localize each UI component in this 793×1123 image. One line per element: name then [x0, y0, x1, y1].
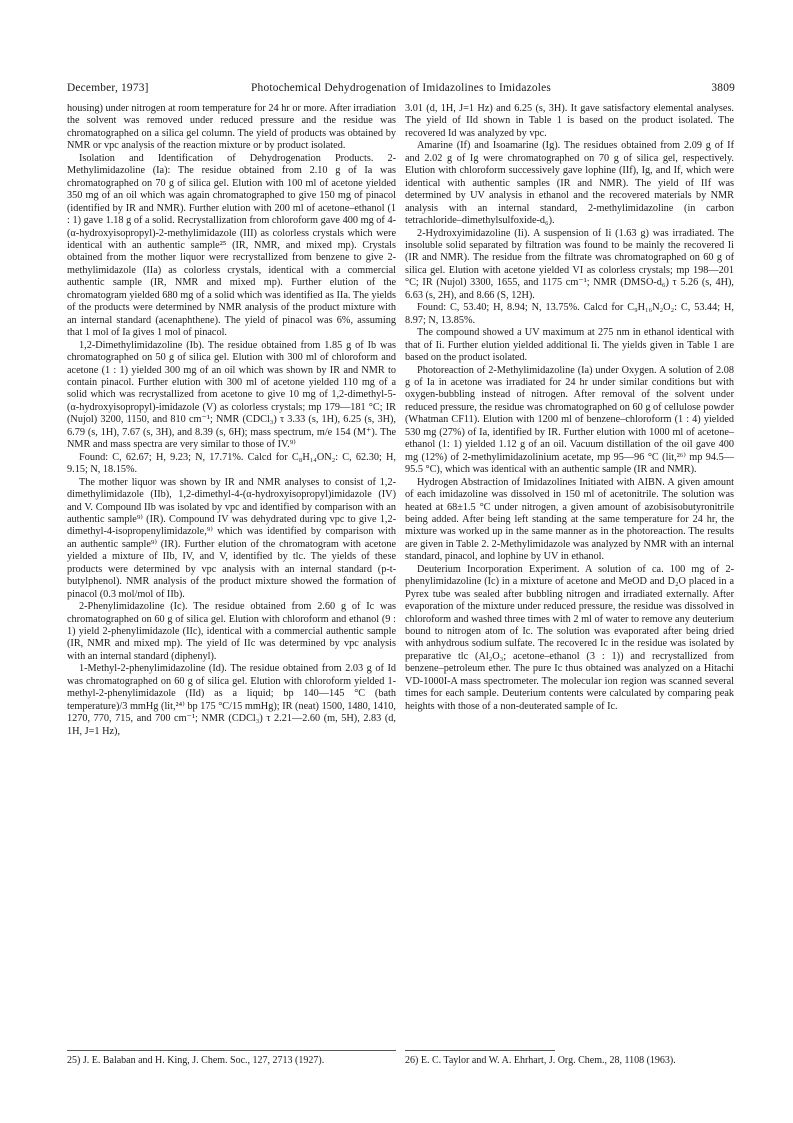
footnote-text: 25) J. E. Balaban and H. King, J. Chem. Soc., 127, 2713 (1927). — [67, 1055, 325, 1066]
paragraph: 1-Methyl-2-phenylimidazoline (Id). The residue obtained from 2.03 g of Id was chromatographed on 60 g of silica gel. Elution with chloroform yielded 1-methyl-2-phenylimidazole (IId) as a liquid; bp 140—145 °C (bath temperature)/3 mmHg (lit,²⁴⁾ bp 175 °C/15 mmHg); IR (neat) 1500, 1480, 1410, 1270, 770, 715, and 700 cm⁻¹; NMR (CDCl₃) τ 2.21—2.60 (m, 5H), 2.83 (d, 1H, J=1 Hz), — [67, 663, 396, 737]
paragraph: Deuterium Incorporation Experiment. A solution of ca. 100 mg of 2-phenylimidazoline (Ic) in a mixture of acetone and MeOD and D₂O placed in a Pyrex tube was sealed after bubbling nitrogen and irradiated externally. After evaporation of the mixture under reduced pressure, the residue was dissolved in chloroform and washed three times with 2 ml of water to remove any deuterium bound to nitrogen atom of Ic. The solution was evaporated after being dried with anhydrous sodium sulfate. The recovered Ic in the residue was isolated by preparative tlc (Al₂O₃; acetone–ethanol (3 : 1)) and recrystallized from benzene–petroleum ether. The pure Ic thus obtained was analyzed on a Hitachi VD-1000I-A mass spectrometer. The molecular ion region was scanned several times for each sample. Deuterium contents were calculated by comparing peak heights with those of a non-deuterated sample of Ic. — [405, 563, 734, 712]
paragraph: 1,2-Dimethylimidazoline (Ib). The residue obtained from 1.85 g of Ib was chromatographed on 50 g of silica gel. Elution with 300 ml of chloroform and acetone (1 : 1) yielded 300 mg of an oil which was shown by IR and NMR to contain pinacol. Further elution with 300 ml of acetone yielded 110 mg of a solid which was recrystallized from acetone to give 10 mg of 1,2-dimethyl-5-(α-hydroxyisopropyl)-imidazole (V) as colorless crystals; mp 179—181 °C; IR (Nujol) 3200, 1150, and 810 cm⁻¹; NMR (CDCl₃) τ 3.33 (s, 1H), 6.25 (s, 3H), 6.79 (s, 1H), 7.67 (s, 3H), and 8.39 (s, 6H); mass spectrum, m/e 154 (M⁺). The NMR and mass spectra are very similar to those of IV.⁹⁾ — [67, 339, 396, 451]
header-date: December, 1973] — [67, 82, 149, 94]
paragraph: Photoreaction of 2-Methylimidazoline (Ia) under Oxygen. A solution of 2.08 g of Ia in acetone was irradiated for 24 hr under similar conditions but with oxygen-bubbling instead of nitrogen. After removal of the solvent under reduced pressure, the residue was chromatographed on 60 g of cellulose powder (Whatman CF11). Elution with 1200 ml of benzene–chloroform (1 : 4) yielded 530 mg (27%) of Ia, identified by IR. Further elution with 1000 ml of acetone–ethanol (1: 1) yielded 1.12 g of an oil. Vacuum distillation of the oil gave 400 mg (12%) of 2-methylimidazolinium acetate, mp 95—96 °C (lit,²⁶⁾ mp 94.5—95.5 °C), which was identical with an authentic sample (IR and NMR). — [405, 364, 734, 476]
paragraph: 3.01 (d, 1H, J=1 Hz) and 6.25 (s, 3H). It gave satisfactory elemental analyses. The yield of IId shown in Table 1 is based on the product isolated. The recovered Id was analyzed by vpc. — [405, 103, 734, 139]
paragraph: Found: C, 53.40; H, 8.94; N, 13.75%. Calcd for C₉H₁₆N₂O₂: C, 53.44; H, 8.97; N, 13.85%. — [405, 302, 734, 326]
paragraph: Found: C, 62.67; H, 9.23; N, 17.71%. Calcd for C₈H₁₄ON₂: C, 62.30; H, 9.15; N, 18.15%. — [67, 451, 396, 476]
paragraph: Amarine (If) and Isoamarine (Ig). The residues obtained from 2.09 g of If and 2.02 g of Ig were chromatographed on 70 g of silica gel, respectively. Elution with chloroform successively gave lophine (IIf), Ig, and If, which were identical with authentic samples (IR and NMR). The yield of IIf was determined by UV analysis in ethanol and the recovered materials by NMR analysis with an internal standard, 2-methylimidazoline (in carbon tetrachloride–dimethylsulfoxide-d₆). — [405, 140, 734, 227]
paragraph: housing) under nitrogen at room temperature for 24 hr or more. After irradiation the solvent was removed under reduced pressure and the residue was chromatographed on a silica gel column. The yield of products was obtained by NMR or vpc analysis of the reaction mixture or by product isolated. — [67, 103, 396, 152]
paragraph: 2-Hydroxyimidazoline (Ii). A suspension of Ii (1.63 g) was irradiated. The insoluble solid separated by filtration was found to be mainly the recovered Ii (IR and NMR). The residue from the filtrate was chromatographed on 60 g of silica gel. Elution with acetone yielded VI as colorless crystals; mp 198—201 °C; IR (Nujol) 3300, 1655, and 1175 cm⁻¹; NMR (DMSO-d₆) τ 5.26 (s, 4H), 6.63 (s, 2H), and 8.66 (S, 12H). — [405, 227, 734, 301]
paragraph: Hydrogen Abstraction of Imidazolines Initiated with AIBN. A given amount of each imidazoline was dissolved in 150 ml of acetonitrile. The solution was heated at 68±1.5 °C under nitrogen, a given amount of azobisisobutyronitrile being added. After being left standing at the same temperature for 24 hr, the mixture was worked up in the same manner as in the photoreaction. The results are given in Table 2. 2-Methylimidazole was analyzed by NMR with an internal standard, pinacol, and lophine by UV in ethanol. — [405, 476, 734, 563]
footnote-right — [405, 1050, 676, 1067]
left-column — [67, 103, 396, 738]
header-title: Photochemical Dehydrogenation of Imidazolines to Imidazoles — [251, 82, 551, 94]
running-header — [67, 82, 735, 98]
paragraph: Isolation and Identification of Dehydrogenation Products. 2-Methylimidazoline (Ia): The residue obtained from 2.10 g of Ia was chromatographed on 70 g of silica gel. Elution with 100 ml of acetone yielded 350 mg of an oil which was again chromatographed to give 150 mg of pinacol (identified by IR and NMR). Further elution with 200 ml of acetone–ethanol (1 : 1) gave 1.18 g of a solid. Recrystallization from chloroform gave 400 mg of 4-(α-hydroxyisopropyl)-2-methylimidazole (III) as colorless crystals which were identical with an authentic sample²⁵ (IR, NMR, and mixed mp). Crystals obtained from the mother liquor were recrystallized from benzene to give 2-methylimidazole (IIa) as colorless crystals, identical with a commercial authentic sample (IR, NMR and mixed mp). Further elution of the chromatogram yielded 680 mg of a solid which was identified as IIa. The yields of the products were determined by NMR analysis of the product mixture with an internal standard (acenaphthene). The yield of pinacol was 6%, assuming that 1 mol of Ia gives 1 mol of pinacol. — [67, 152, 396, 339]
footnote-text: 26) E. C. Taylor and W. A. Ehrhart, J. Org. Chem., 28, 1108 (1963). — [405, 1055, 676, 1066]
paragraph: The mother liquor was shown by IR and NMR analyses to consist of 1,2-dimethylimidazole (IIb), 1,2-dimethyl-4-(α-hydroxyisopropyl)imidazole (IV) and V. Compound IIb was isolated by vpc and identified by comparison with an authentic sample⁹⁾ (IR). Compound IV was dehydrated during vpc to give 1,2-dimethyl-4-isopropenylimidazole,⁹⁾ which was identified by comparison with an authentic sample⁹⁾ (IR). Further elution of the chromatogram with acetone yielded a mixture of IIb, IV, and V, identified by tlc. The yields of these products were determined by vpc analysis with an internal standard (p-t-butylphenol). NMR analysis of the product mixture showed the formation of pinacol (0.3 mol/mol of IIb). — [67, 476, 396, 600]
right-column — [405, 103, 734, 713]
paragraph: 2-Phenylimidazoline (Ic). The residue obtained from 2.60 g of Ic was chromatographed on 60 g of silica gel. Elution with chloroform and ethanol (9 : 1) yield 2-phenylimidazole (IIc), identical with a commercial authentic sample (IR, NMR and mixed mp). The yield of IIc was determined by vpc analysis with an internal standard (diphenyl). — [67, 601, 396, 662]
footnote-left — [67, 1050, 396, 1067]
paragraph: The compound showed a UV maximum at 275 nm in ethanol identical with that of Ii. Further elution yielded additional Ii. The yields given in Table 1 are based on the product isolated. — [405, 327, 734, 364]
header-page-number: 3809 — [711, 82, 735, 94]
